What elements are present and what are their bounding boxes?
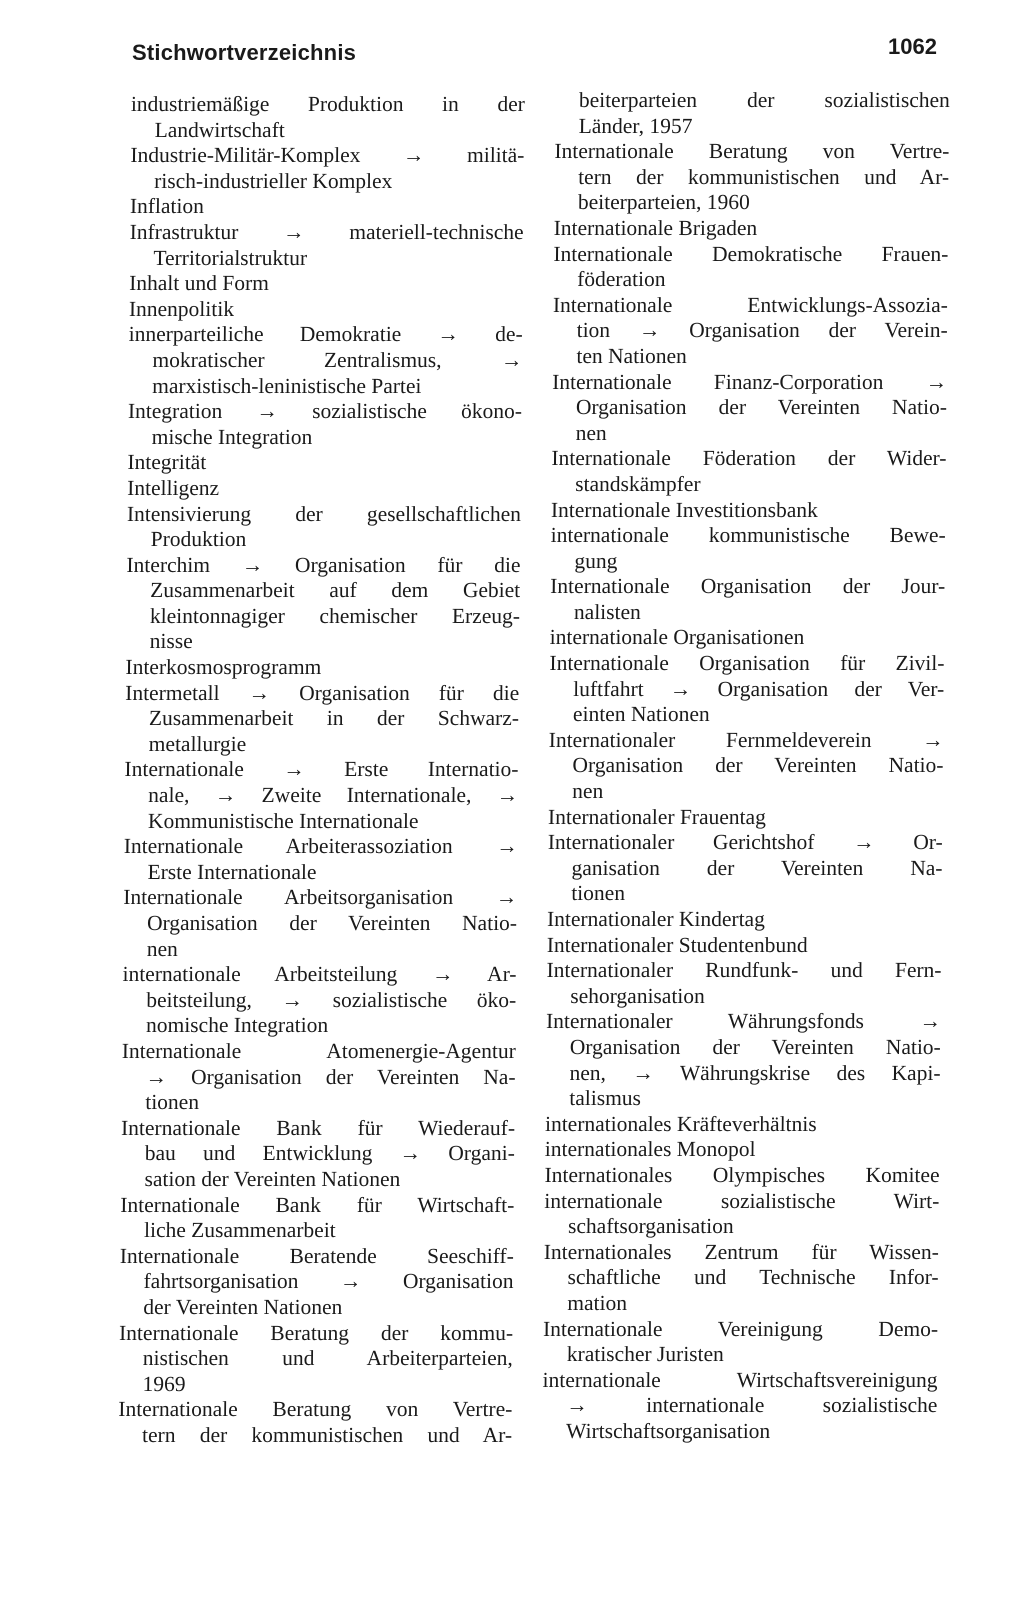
index-line: Intermetall → Organisation für die (125, 680, 520, 705)
index-line: mische Integration (151, 424, 313, 449)
index-line: nisse (149, 629, 193, 654)
index-line: internationale Arbeitsteilung → Ar- (122, 962, 517, 987)
index-line: ten Nationen (576, 343, 687, 368)
index-line: marxistisch-leninistische Partei (152, 373, 422, 398)
index-line: internationale kommunistische Bewe- (550, 523, 946, 548)
index-line: Internationale Beratung von Vertre- (554, 139, 950, 164)
index-line: der Vereinten Nationen (143, 1294, 343, 1319)
index-line: internationale sozialistische Wirt- (544, 1188, 940, 1213)
index-line: Internationaler Gerichtshof → Or- (547, 830, 943, 855)
index-line: nomische Integration (145, 1013, 329, 1038)
index-line: luftfahrt → Organisation der Ver- (573, 676, 945, 701)
index-line: Internationale Organisation für Zivil- (549, 651, 945, 676)
index-line: Intelligenz (127, 475, 220, 500)
index-line: internationale Wirtschaftsvereinigung (542, 1367, 938, 1392)
index-line: Internationaler Frauentag (547, 804, 767, 829)
index-line: Internationale Bank für Wirtschaft- (120, 1192, 515, 1217)
index-line: Wirtschaftsorganisation (565, 1418, 771, 1443)
index-line: kleintonnagiger chemischer Erzeug- (149, 603, 521, 628)
index-line: Internationale Beratung der kommu- (118, 1320, 514, 1345)
index-line: Interkosmosprogramm (125, 655, 322, 680)
index-line: → internationale sozialistische (566, 1393, 938, 1418)
index-line: föderation (577, 267, 666, 292)
index-line: nen (146, 936, 178, 961)
index-line: nistischen und Arbeiterparteien, (142, 1346, 513, 1371)
index-line: Internationale Organisation der Jour- (550, 574, 946, 599)
index-line: Territorialstruktur (153, 245, 308, 270)
index-line: Inhalt und Form (129, 271, 270, 296)
index-line: Inflation (129, 194, 205, 219)
index-line: Internationale Beratung von Vertre- (118, 1397, 513, 1422)
index-line: beitsteilung, → sozialistische öko- (146, 987, 517, 1012)
index-line: Internationales Olympisches Komitee (544, 1162, 940, 1187)
index-line: Internationaler Rundfunk- und Fern- (546, 958, 942, 983)
index-line: ganisation der Vereinten Na- (571, 855, 943, 880)
index-line: 1969 (142, 1371, 186, 1396)
index-line: Internationaler Kindertag (546, 907, 766, 931)
index-line: beiterparteien, 1960 (577, 190, 750, 215)
index-line: nalisten (573, 599, 641, 624)
index-line: Internationaler Währungsfonds → (545, 1009, 942, 1034)
index-line: Interchim → Organisation für die (126, 552, 521, 577)
index-line: sation der Vereinten Nationen (144, 1166, 401, 1191)
index-line: Internationale Arbeitsorganisation → (123, 885, 518, 910)
index-line: tern der kommunistischen und Ar- (141, 1422, 513, 1447)
index-line: Organisation der Vereinten Natio- (572, 753, 944, 778)
index-line: Länder, 1957 (578, 113, 693, 138)
index-line: nale, → Zweite Internationale, → (148, 783, 519, 808)
index-line: internationale Organisationen (549, 625, 805, 650)
index-line: → Organisation der Vereinten Na- (145, 1064, 516, 1089)
index-line: Organisation der Vereinten Natio- (575, 395, 948, 420)
index-line: liche Zusammenarbeit (143, 1218, 336, 1243)
index-line: tionen (571, 881, 626, 906)
index-line: mation (567, 1290, 628, 1315)
index-line: nen (575, 420, 607, 445)
index-line: Innenpolitik (128, 296, 235, 321)
index-line: internationales Kräfteverhältnis (544, 1111, 817, 1136)
index-line: Internationale Vereinigung Demo- (542, 1316, 939, 1341)
index-line: sehorganisation (570, 983, 705, 1008)
index-line: Internationaler Studentenbund (546, 932, 808, 957)
index-line: bau und Entwicklung → Organi- (144, 1141, 515, 1166)
index-line: Erste Internationale (147, 859, 317, 884)
index-line: nen, → Währungskrise des Kapi- (569, 1060, 941, 1085)
index-line: metallurgie (148, 731, 247, 756)
index-line: Landwirtschaft (154, 117, 285, 142)
index-line: nen (572, 779, 604, 804)
index-line: Internationale Entwicklungs-Assozia- (552, 292, 949, 317)
index-line: Industrie-Militär-Komplex → militä- (130, 143, 525, 168)
index-line: Internationale Föderation der Wider- (551, 446, 947, 471)
index-line: kratischer Juristen (566, 1342, 724, 1367)
index-line: schaftsorganisation (567, 1214, 734, 1239)
index-line: tern der kommunistischen und Ar- (578, 164, 950, 189)
index-line: Produktion (150, 527, 247, 552)
index-line: Kommunistische Internationale (147, 808, 419, 833)
index-line: Integration → sozialistische ökono- (127, 399, 523, 424)
index-line: mokratischer Zentralismus, → (152, 347, 523, 372)
index-line: Zusammenarbeit auf dem Gebiet (150, 578, 521, 603)
index-line: Integrität (127, 450, 207, 475)
index-line: Internationale Finanz-Corporation → (552, 369, 948, 394)
index-line: beiterparteien der sozialistischen (578, 88, 950, 112)
index-line: schaftliche und Technische Infor- (567, 1265, 939, 1290)
index-line: innerparteiliche Demokratie → de- (128, 322, 523, 347)
index-line: risch-industrieller Komplex (154, 168, 393, 193)
index-line: Internationaler Fernmeldeverein → (548, 727, 944, 752)
index-line: internationales Monopol (544, 1137, 756, 1162)
section-title: Stichwortverzeichnis (132, 40, 357, 65)
index-line: Internationales Zentrum für Wissen- (543, 1239, 939, 1264)
index-line: Internationale Arbeiterassoziation → (123, 834, 518, 859)
index-line: standskämpfer (575, 471, 701, 496)
index-line: Infrastruktur → materiell-technische (129, 219, 524, 244)
index-line: Internationale Demokratische Frauen- (553, 241, 949, 266)
index-line: Organisation der Vereinten Natio- (146, 911, 518, 935)
index-line: talismus (569, 1086, 642, 1111)
index-line: Intensivierung der gesellschaftlichen (126, 501, 522, 526)
index-column-left (118, 92, 525, 1448)
index-line: Internationale → Erste Internatio- (124, 757, 519, 782)
index-line: Internationale Beratende Seeschiff- (119, 1243, 514, 1268)
index-line: tion → Organisation der Verein- (576, 318, 948, 343)
index-line: Organisation der Vereinten Natio- (569, 1034, 941, 1059)
index-line: Internationale Atomenergie-Agentur (121, 1038, 516, 1063)
index-line: fahrtsorganisation → Organisation (143, 1269, 514, 1294)
index-line: tionen (145, 1090, 200, 1115)
index-line: Zusammenarbeit in der Schwarz- (148, 706, 520, 731)
index-line: Internationale Bank für Wiederauf- (120, 1115, 516, 1140)
index-column-right (542, 88, 950, 1444)
index-line: Internationale Brigaden (553, 215, 758, 240)
page-number: 1062 (888, 34, 937, 59)
index-line: Internationale Investitionsbank (550, 497, 818, 522)
index-line: einten Nationen (572, 702, 710, 727)
index-line: gung (574, 548, 618, 573)
index-line: industriemäßige Produktion in der (130, 92, 525, 116)
